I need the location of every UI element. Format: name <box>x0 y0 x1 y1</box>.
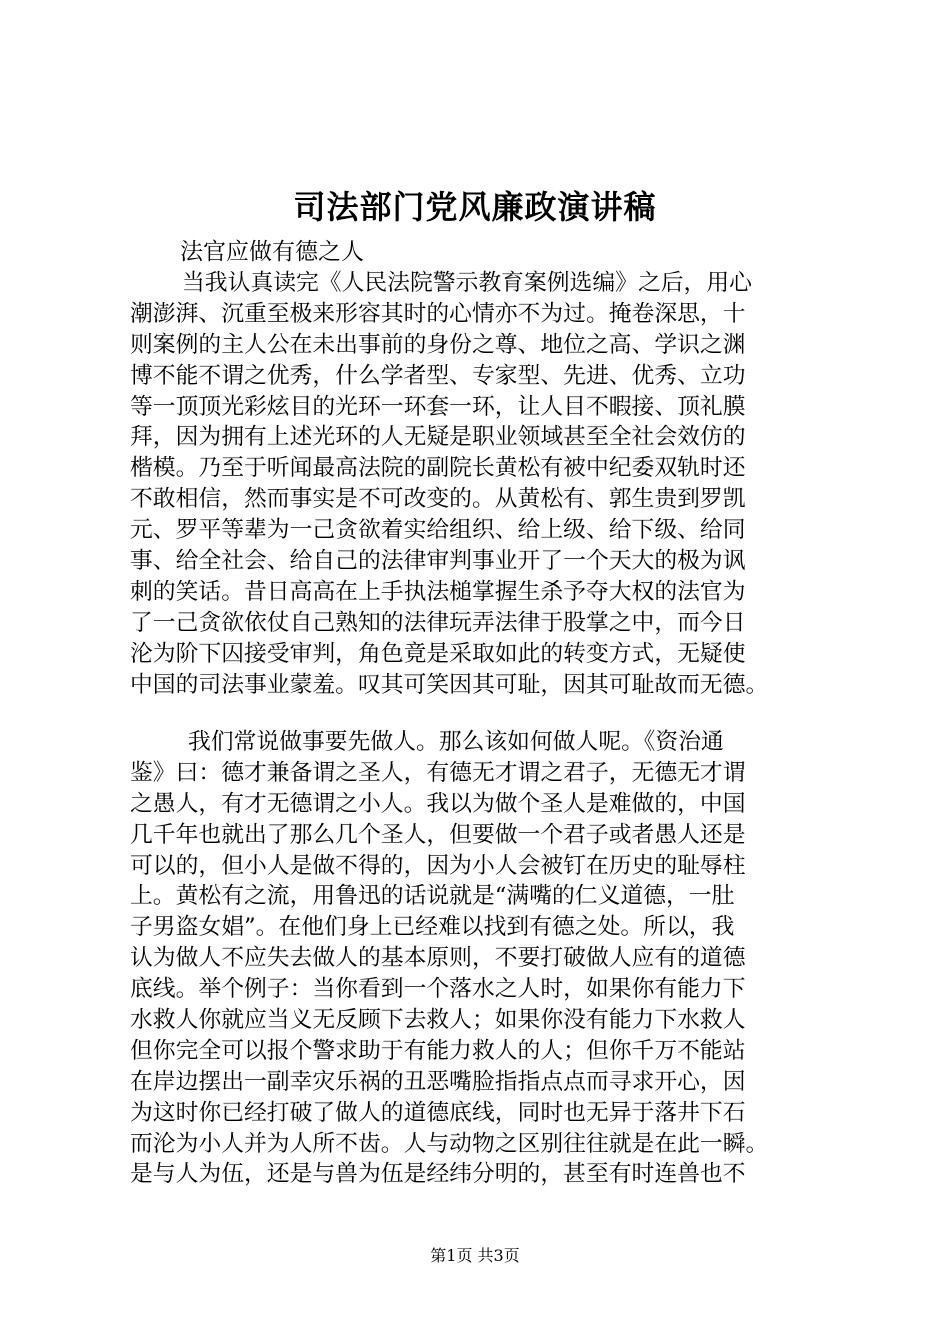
paragraph-2-line: 在岸边摆出一副幸灾乐祸的丑恶嘴脸指指点点而寻求开心，因 <box>130 1068 746 1095</box>
paragraph-1-line: 当我认真读完《人民法院警示教育案例选编》之后，用心 <box>182 270 752 296</box>
paragraph-1-line: 中国的司法事业蒙羞。叹其可笑因其可耻，因其可耻故而无德。 <box>130 671 769 698</box>
paragraph-1-line: 不敢相信，然而事实是不可改变的。从黄松有、郭生贵到罗凯 <box>130 486 746 513</box>
paragraph-2-line: 几千年也就出了那么几个圣人，但要做一个君子或者愚人还是 <box>130 821 746 848</box>
document-subheading: 法官应做有德之人 <box>180 239 364 265</box>
document-title: 司法部门党风廉政演讲稿 <box>293 188 657 226</box>
paragraph-1-line: 元、罗平等辈为一己贪欲着实给组织、给上级、给下级、给同 <box>130 517 746 544</box>
paragraph-2-line: 可以的，但小人是做不得的，因为小人会被钉在历史的耻辱柱 <box>130 852 746 879</box>
paragraph-2-line: 但你完全可以报个警求助于有能力救人的人；但你千万不能站 <box>130 1037 746 1064</box>
paragraph-2 <box>130 727 830 1190</box>
paragraph-1 <box>130 268 830 700</box>
paragraph-2-line: 是与人为伍，还是与兽为伍是经纬分明的，甚至有时连兽也不 <box>130 1161 746 1188</box>
paragraph-2-line: 认为做人不应失去做人的基本原则，不要打破做人应有的道德 <box>130 945 746 972</box>
paragraph-2-line: 水救人你就应当义无反顾下去救人；如果你没有能力下水救人 <box>130 1007 746 1034</box>
paragraph-1-line: 潮澎湃、沉重至极来形容其时的心情亦不为过。掩卷深思，十 <box>130 300 746 327</box>
paragraph-2-line: 上。黄松有之流，用鲁迅的话说就是“满嘴的仁义道德，一肚 <box>130 883 735 910</box>
paragraph-1-line: 博不能不谓之优秀，什么学者型、专家型、先进、优秀、立功 <box>130 362 746 389</box>
paragraph-2-line: 之愚人，有才无德谓之小人。我以为做个圣人是难做的，中国 <box>130 790 746 817</box>
paragraph-2-line: 而沦为小人并为人所不齿。人与动物之区别往往就是在此一瞬。 <box>130 1130 769 1157</box>
paragraph-2-line: 我们常说做事要先做人。那么该如何做人呢。《资治通 <box>188 729 724 755</box>
paragraph-1-line: 事、给全社会、给自己的法律审判事业开了一个天大的极为讽 <box>130 548 746 575</box>
paragraph-2-line: 子男盗女娼”。在他们身上已经难以找到有德之处。所以，我 <box>130 914 735 941</box>
paragraph-1-line: 刺的笑话。昔日高高在上手执法槌掌握生杀予夺大权的法官为 <box>130 578 746 605</box>
paragraph-2-line: 底线。举个例子：当你看到一个落水之人时，如果你有能力下 <box>130 976 746 1003</box>
paragraph-2-line: 为这时你已经打破了做人的道德底线，同时也无异于落井下石 <box>130 1099 746 1126</box>
paragraph-1-line: 楷模。乃至于听闻最高法院的副院长黄松有被中纪委双轨时还 <box>130 455 746 482</box>
paragraph-1-line: 拜，因为拥有上述光环的人无疑是职业领域甚至全社会效仿的 <box>130 424 746 451</box>
paragraph-1-line: 则案例的主人公在未出事前的身份之尊、地位之高、学识之渊 <box>130 331 746 358</box>
paragraph-1-line: 等一顶顶光彩炫目的光环一环套一环，让人目不暇接、顶礼膜 <box>130 393 746 420</box>
page-footer: 第1页 共3页 <box>430 1246 520 1265</box>
paragraph-2-line: 鉴》曰：德才兼备谓之圣人，有德无才谓之君子，无德无才谓 <box>130 759 746 786</box>
paragraph-1-line: 沦为阶下囚接受审判，角色竟是采取如此的转变方式，无疑使 <box>130 640 746 667</box>
paragraph-1-line: 了一己贪欲依仗自己熟知的法律玩弄法律于股掌之中，而今日 <box>130 609 746 636</box>
